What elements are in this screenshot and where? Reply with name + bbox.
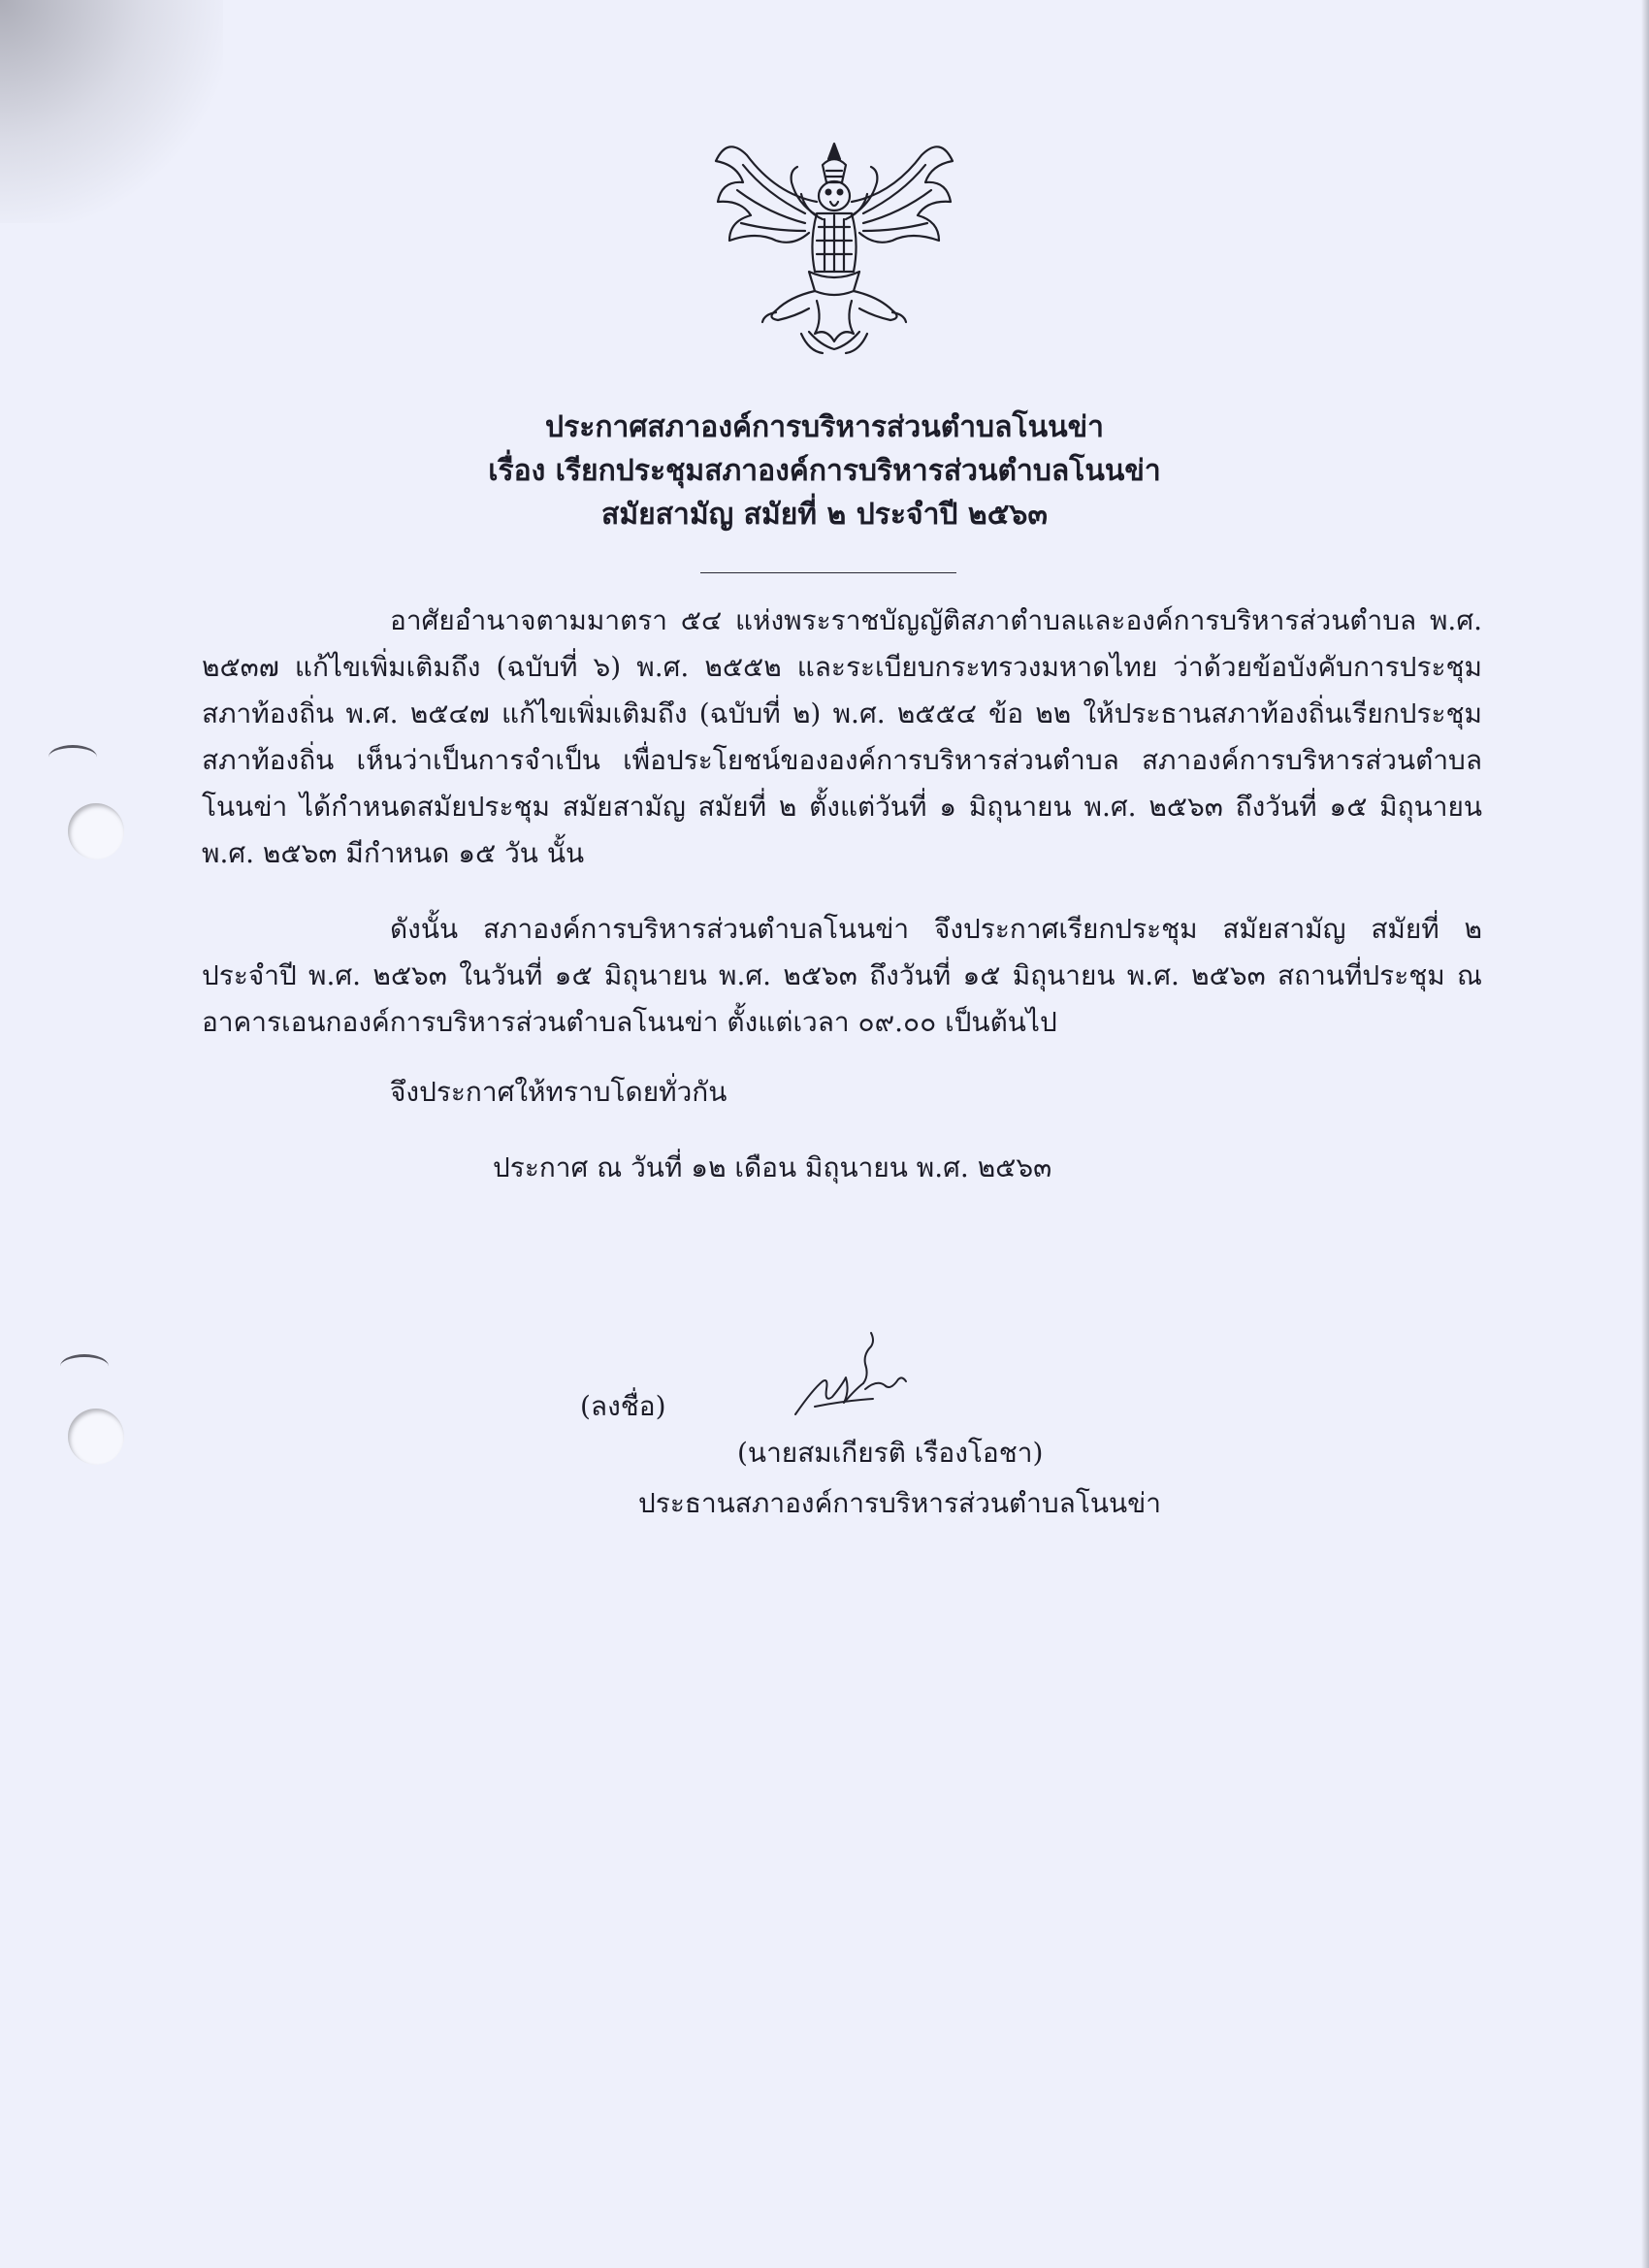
body-paragraph-1: อาศัยอำนาจตามมาตรา ๕๔ แห่งพระราชบัญญัติสภาตำบลและองค์การบริหารส่วนตำบล พ.ศ. ๒๕๓๗ แก้ไขเพิ่มเติมถึง (ฉบับที่ ๖) พ.ศ. ๒๕๕๒ และระเบียบกระทรวงมหาดไทย ว่าด้วยข้อบังคับการประชุมสภาท้องถิ่น พ.ศ. ๒๕๔๗ แก้ไขเพิ่มเติมถึง (ฉบับที่ ๒) พ.ศ. ๒๕๕๔ ข้อ ๒๒ ให้ประธานสภาท้องถิ่นเรียกประชุมสภาท้องถิ่น เห็นว่าเป็นการจำเป็น เพื่อประโยชน์ขององค์การบริหารส่วนตำบล สภาองค์การบริหารส่วนตำบลโนนข่า ได้กำหนดสมัยประชุม สมัยสามัญ สมัยที่ ๒ ตั้งแต่วันที่ ๑ มิถุนายน พ.ศ. ๒๕๖๓ ถึงวันที่ ๑๕ มิถุนายน พ.ศ. ๒๕๖๓ มีกำหนด ๑๕ วัน นั้น <box>202 604 1482 869</box>
signature-label: (ลงชื่อ) <box>580 1390 666 1422</box>
garuda-emblem-icon <box>708 126 960 359</box>
page-edge-shadow <box>1641 0 1649 2268</box>
title-divider <box>700 572 956 573</box>
punch-hole-arc-top <box>48 745 97 769</box>
signer-name: (นายสมเกียรติ เรืองโอชา) <box>737 1437 1044 1469</box>
punch-hole-bottom <box>68 1409 124 1465</box>
announcement-title <box>0 405 1649 536</box>
title-line-1: ประกาศสภาองค์การบริหารส่วนตำบลโนนข่า <box>545 410 1104 444</box>
title-line-3: สมัยสามัญ สมัยที่ ๒ ประจำปี ๒๕๖๓ <box>601 498 1048 532</box>
announce-statement: จึงประกาศให้ทราบโดยทั่วกัน <box>390 1076 728 1108</box>
signer-position: ประธานสภาองค์การบริหารส่วนตำบลโนนข่า <box>638 1487 1162 1519</box>
punch-hole-top <box>68 803 124 859</box>
punch-hole-arc-bottom <box>60 1354 109 1378</box>
handwritten-signature <box>776 1321 931 1428</box>
scan-shadow <box>0 0 223 223</box>
body-paragraph-2: ดังนั้น สภาองค์การบริหารส่วนตำบลโนนข่า จึงประกาศเรียกประชุม สมัยสามัญ สมัยที่ ๒ ประจำปี พ.ศ. ๒๕๖๓ ในวันที่ ๑๕ มิถุนายน พ.ศ. ๒๕๖๓ ถึงวันที่ ๑๕ มิถุนายน พ.ศ. ๒๕๖๓ สถานที่ประชุม ณ อาคารเอนกองค์การบริหารส่วนตำบลโนนข่า ตั้งแต่เวลา ๐๙.๐๐ เป็นต้นไป <box>202 913 1482 1038</box>
title-line-2: เรื่อง เรียกประชุมสภาองค์การบริหารส่วนตำบลโนนข่า <box>488 454 1161 488</box>
announce-date: ประกาศ ณ วันที่ ๑๒ เดือน มิถุนายน พ.ศ. ๒๕๖๓ <box>493 1151 1052 1183</box>
